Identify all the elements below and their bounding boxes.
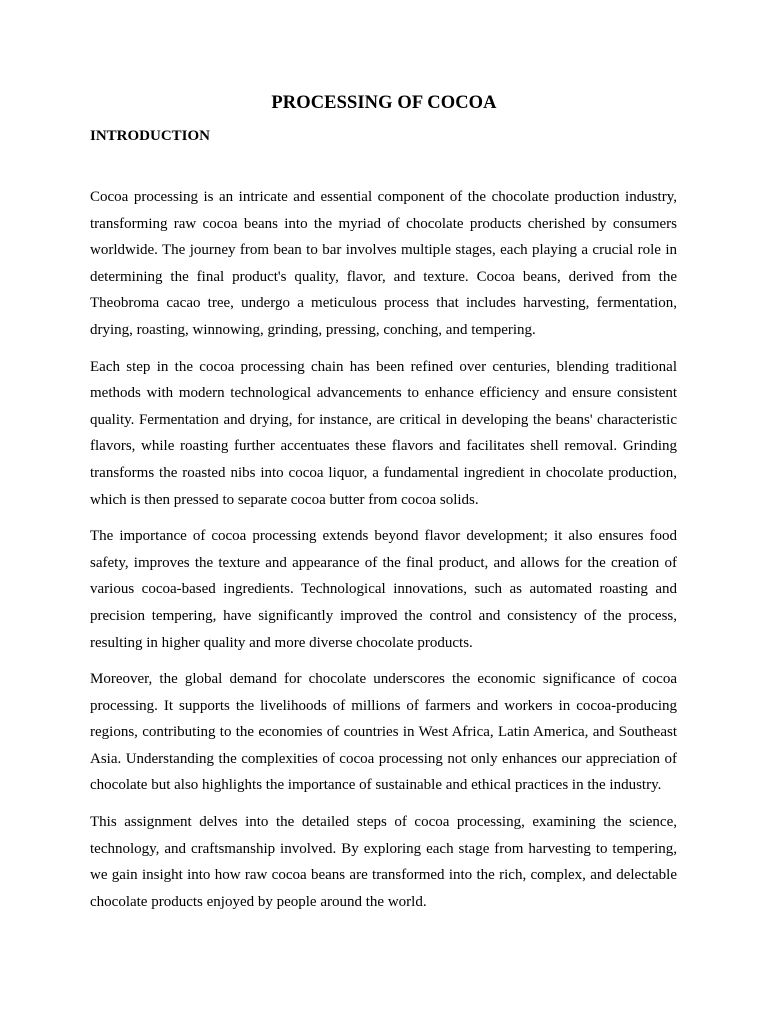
section-heading-introduction: INTRODUCTION bbox=[90, 128, 211, 144]
paragraph-5: This assignment delves into the detailed steps of cocoa processing, examining the science, technology, and craftsmanship involved. By exploring each stage from harvesting to tempering, we gain insight into how raw cocoa beans are transformed into the rich, complex, and delectable chocolate products enjoyed by people around the world. bbox=[90, 814, 677, 910]
paragraph-2: Each step in the cocoa processing chain has been refined over centuries, blending traditional methods with modern technological advancements to enhance efficiency and ensure consistent quality. Fermentation and drying, for instance, are critical in developing the beans' characteristic flavors, while roasting further accentuates these flavors and facilitates shell removal. Grinding transforms the roasted nibs into cocoa liquor, a fundamental ingredient in chocolate production, which is then pressed to separate cocoa butter from cocoa solids. bbox=[90, 358, 677, 508]
paragraph-3: The importance of cocoa processing extends beyond flavor development; it also ensures food safety, improves the texture and appearance of the final product, and allows for the creation of various cocoa-based ingredients. Technological innovations, such as automated roasting and precision tempering, have significantly improved the control and consistency of the process, resulting in higher quality and more diverse chocolate products. bbox=[90, 528, 677, 651]
body-text bbox=[90, 184, 677, 925]
paragraph-1: Cocoa processing is an intricate and essential component of the chocolate production industry, transforming raw cocoa beans into the myriad of chocolate products cherished by consumers worldwide. The journey from bean to bar involves multiple stages, each playing a crucial role in determining the final product's quality, flavor, and texture. Cocoa beans, derived from the Theobroma cacao tree, undergo a meticulous process that includes harvesting, fermentation, drying, roasting, winnowing, grinding, pressing, conching, and tempering. bbox=[90, 189, 677, 338]
paragraph-4: Moreover, the global demand for chocolate underscores the economic significance of cocoa processing. It supports the livelihoods of millions of farmers and workers in cocoa-producing regions, contributing to the economies of countries in West Africa, Latin America, and Southeast Asia. Understanding the complexities of cocoa processing not only enhances our appreciation of chocolate but also highlights the importance of sustainable and ethical practices in the industry. bbox=[90, 671, 677, 794]
page-title: PROCESSING OF COCOA bbox=[271, 93, 497, 113]
